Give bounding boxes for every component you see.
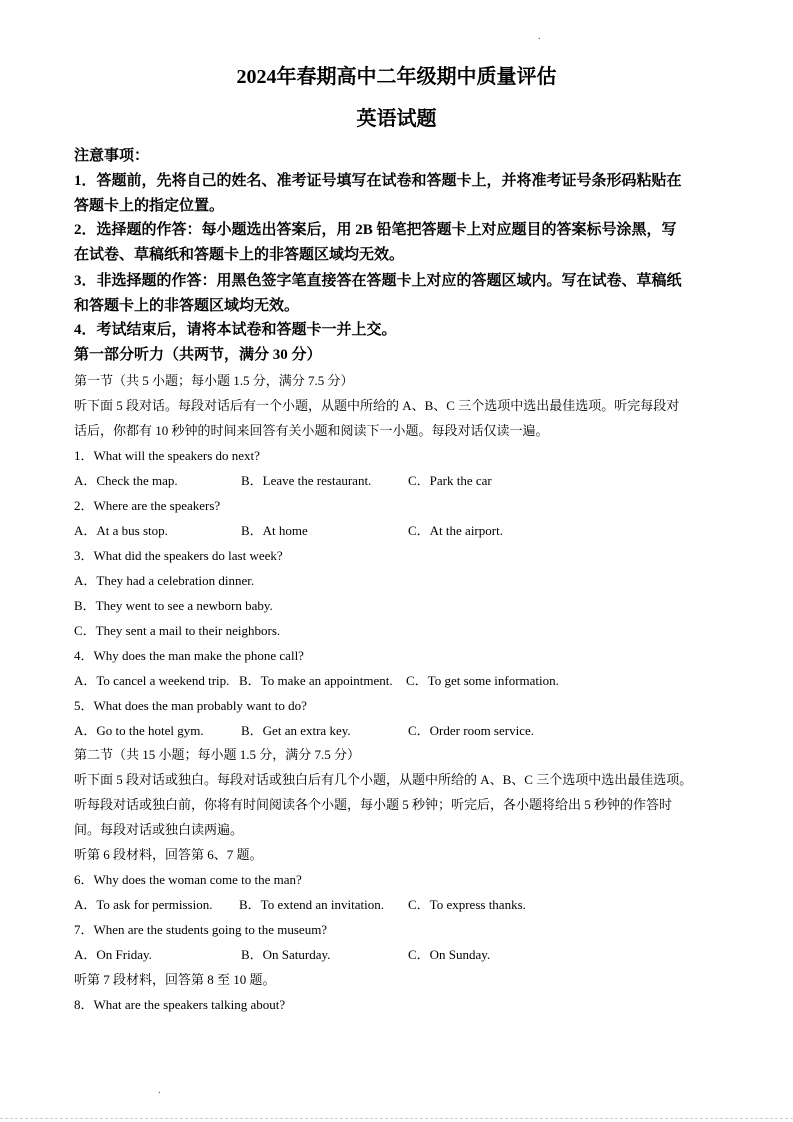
question-5-stem: 5．What does the man probably want to do? — [74, 698, 307, 713]
notice-item-3-line-1: 3．非选择题的作答：用黑色签字笔直接答在答题卡上对应的答题区域内。写在试卷、草稿纸 — [74, 273, 682, 289]
exam-subtitle: 英语试题 — [356, 108, 437, 130]
notice-item-2-line-1: 2．选择题的作答：每小题选出答案后，用 2B 铅笔把答题卡上对应题目的答案标号涂黑，写 — [74, 222, 677, 238]
question-7-option-b: B．On Saturday. — [241, 947, 331, 962]
question-1-stem: 1．What will the speakers do next? — [74, 448, 260, 463]
question-6-option-c: C．To express thanks. — [408, 897, 526, 912]
section1-instructions-line-1: 听下面 5 段对话。每段对话后有一个小题，从题中所给的 A、B、C 三个选项中选出最佳选项。听完每段对 — [74, 398, 680, 413]
material-7-instruction: 听第 7 段材料，回答第 8 至 10 题。 — [74, 972, 276, 987]
notice-item-1-line-1: 1．答题前，先将自己的姓名、准考证号填写在试卷和答题卡上，并将准考证号条形码粘贴在 — [74, 173, 682, 189]
question-2-option-b: B．At home — [241, 523, 308, 538]
question-2-stem: 2．Where are the speakers? — [74, 498, 221, 513]
question-1-option-c: C．Park the car — [408, 473, 492, 488]
question-7-option-a: A．On Friday. — [74, 947, 152, 962]
question-3-option-b: B．They went to see a newborn baby. — [74, 598, 273, 613]
question-4-option-a: A．To cancel a weekend trip. — [74, 673, 230, 688]
question-7-stem: 7．When are the students going to the museum? — [74, 922, 328, 937]
question-1-option-b: B．Leave the restaurant. — [241, 473, 372, 488]
question-3-option-c: C．They sent a mail to their neighbors. — [74, 623, 281, 638]
notice-heading: 注意事项： — [74, 148, 150, 164]
question-4-stem: 4．Why does the man make the phone call? — [74, 648, 304, 663]
part1-heading: 第一部分听力（共两节，满分 30 分） — [74, 347, 322, 363]
question-3-stem: 3．What did the speakers do last week? — [74, 548, 283, 563]
question-4-option-b: B．To make an appointment. — [239, 673, 393, 688]
section2-instructions-line-2: 听每段对话或独白前，你将有时间阅读各个小题，每小题 5 秒钟；听完后，各小题将给出 5 秒钟的作答时 — [74, 797, 673, 812]
notice-item-2-line-2: 在试卷、草稿纸和答题卡上的非答题区域均无效。 — [74, 247, 405, 263]
question-2-option-a: A．At a bus stop. — [74, 523, 168, 538]
question-4-option-c: C．To get some information. — [406, 673, 559, 688]
material-6-instruction: 听第 6 段材料，回答第 6、7 题。 — [74, 847, 263, 862]
question-6-option-b: B．To extend an invitation. — [239, 897, 384, 912]
section2-instructions-line-1: 听下面 5 段对话或独白。每段对话或独白后有几个小题，从题中所给的 A、B、C 三个选项中选出最佳选项。 — [74, 772, 693, 787]
section2-instructions-line-3: 间。每段对话或独白读两遍。 — [74, 822, 244, 837]
question-2-option-c: C．At the airport. — [408, 523, 503, 538]
notice-item-1-line-2: 答题卡上的指定位置。 — [74, 198, 225, 214]
section1-instructions-line-2: 话后，你都有 10 秒钟的时间来回答有关小题和阅读下一小题。每段对话仅读一遍。 — [74, 423, 549, 438]
bottom-dot-mark: . — [158, 1085, 161, 1096]
exam-title: 2024年春期高中二年级期中质量评估 — [236, 66, 557, 88]
question-5-option-b: B．Get an extra key. — [241, 723, 351, 738]
question-5-option-a: A．Go to the hotel gym. — [74, 723, 204, 738]
question-8-stem: 8．What are the speakers talking about? — [74, 997, 286, 1012]
question-7-option-c: C．On Sunday. — [408, 947, 491, 962]
section2-heading: 第二节（共 15 小题；每小题 1.5 分，满分 7.5 分） — [74, 747, 361, 762]
question-1-option-a: A．Check the map. — [74, 473, 178, 488]
top-dot-mark: . — [538, 31, 541, 42]
section1-heading: 第一节（共 5 小题；每小题 1.5 分，满分 7.5 分） — [74, 373, 354, 388]
notice-item-3-line-2: 和答题卡上的非答题区域均无效。 — [74, 298, 300, 314]
question-6-option-a: A．To ask for permission. — [74, 897, 213, 912]
question-3-option-a: A．They had a celebration dinner. — [74, 573, 255, 588]
question-6-stem: 6．Why does the woman come to the man? — [74, 872, 302, 887]
question-5-option-c: C．Order room service. — [408, 723, 534, 738]
page-footer-divider — [0, 1118, 793, 1119]
notice-item-4: 4．考试结束后，请将本试卷和答题卡一并上交。 — [74, 322, 397, 338]
